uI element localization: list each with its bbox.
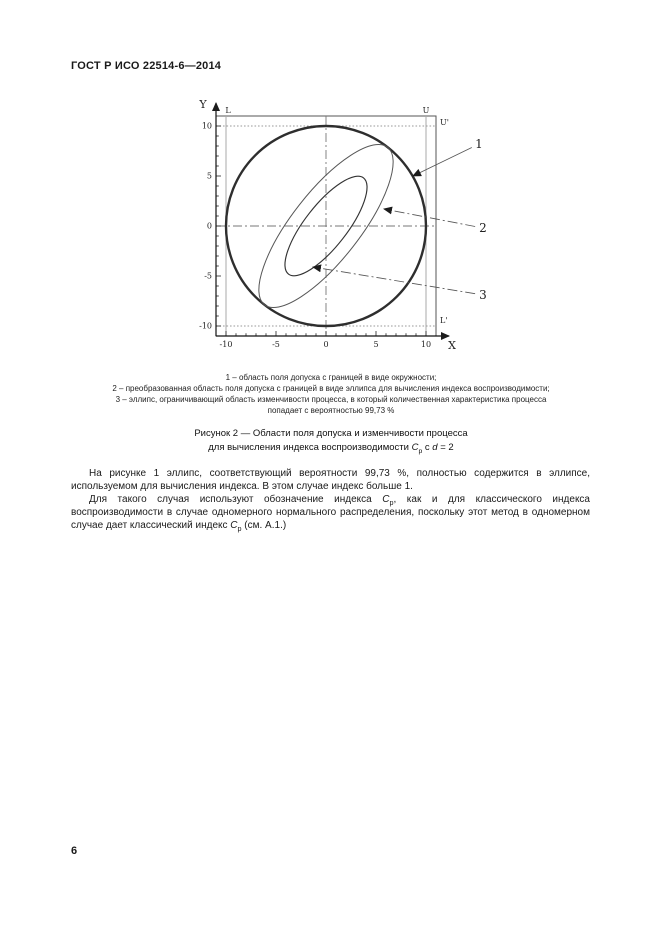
text-segment: для вычисления индекса воспроизводимости — [208, 442, 412, 453]
figure-legend — [40, 372, 622, 416]
callout-label-2: 2 — [479, 221, 487, 235]
limit-label-L: L — [225, 106, 231, 115]
callout-line-2 — [384, 209, 475, 226]
limit-label-L-prime: L' — [440, 316, 448, 325]
index-subscript: p — [418, 447, 423, 455]
figure-legend-line: попадает с вероятностью 99,73 % — [267, 406, 395, 415]
text-segment: На рисунке 1 эллипс, соответствующий вероятности 99,73 %, полностью содержится в эллипсе, используемом для вычисления индекса. В этом случае индекс больше 1. — [71, 468, 590, 492]
text-segment: C — [230, 520, 238, 531]
limit-label-U: U — [422, 106, 430, 115]
x-tick-label: 0 — [323, 340, 329, 349]
y-tick-label: 5 — [206, 171, 212, 181]
figure-caption-line2 — [40, 441, 622, 455]
x-tick-label: -5 — [272, 340, 280, 349]
text-segment: C — [382, 494, 390, 505]
document-header: ГОСТ Р ИСО 22514-6—2014 — [71, 60, 222, 72]
figure-caption-line1: Рисунок 2 — Области поля допуска и изменчивости процесса — [194, 428, 468, 439]
figure-legend-line: 2 – преобразованная область поля допуска с границей в виде эллипса для вычисления индекса воспроизводимости; — [112, 384, 550, 393]
callout-label-3: 3 — [479, 288, 487, 302]
text-segment: , как и для классического индекса воспроизводимости в случае одномерного нормального распределения, поскольку этот метод в одномерном случае дает классический индекс — [71, 494, 590, 531]
text-segment: C — [411, 442, 419, 453]
figure-legend-line: 1 – область поля допуска с границей в виде окружности; — [225, 373, 437, 382]
index-subscript: p — [237, 524, 242, 533]
x-tick-label: 10 — [420, 340, 432, 349]
text-segment: d — [432, 442, 438, 453]
figure-legend-line: 3 – эллипс, ограничивающий область изменчивости процесса, в который количественная характеристика процесса — [115, 395, 547, 404]
callout-line-1 — [413, 147, 472, 176]
text-segment: с — [422, 442, 433, 453]
x-tick-label: -10 — [219, 340, 233, 349]
y-tick-label: -10 — [199, 321, 212, 331]
index-subscript: p — [389, 498, 394, 507]
y-tick-label: 0 — [206, 221, 212, 231]
text-segment: Для такого случая используют обозначение индекса — [89, 494, 383, 505]
y-tick-label: 10 — [201, 121, 212, 131]
text-segment: = 2 — [437, 442, 454, 453]
figure-2-plot — [178, 88, 528, 370]
body-text — [71, 467, 590, 532]
x-axis-label: X — [448, 339, 456, 352]
figure-caption — [40, 427, 622, 455]
y-axis-label: Y — [199, 98, 207, 111]
x-tick-label: 5 — [373, 340, 379, 349]
limit-label-U-prime: U' — [440, 118, 449, 127]
callout-label-1: 1 — [475, 137, 483, 151]
text-segment: (см. А.1.) — [241, 520, 287, 531]
y-tick-label: -5 — [204, 271, 212, 281]
paragraph — [71, 493, 590, 532]
callout-line-3 — [313, 267, 475, 294]
paragraph — [71, 467, 590, 493]
page-number: 6 — [71, 845, 78, 857]
